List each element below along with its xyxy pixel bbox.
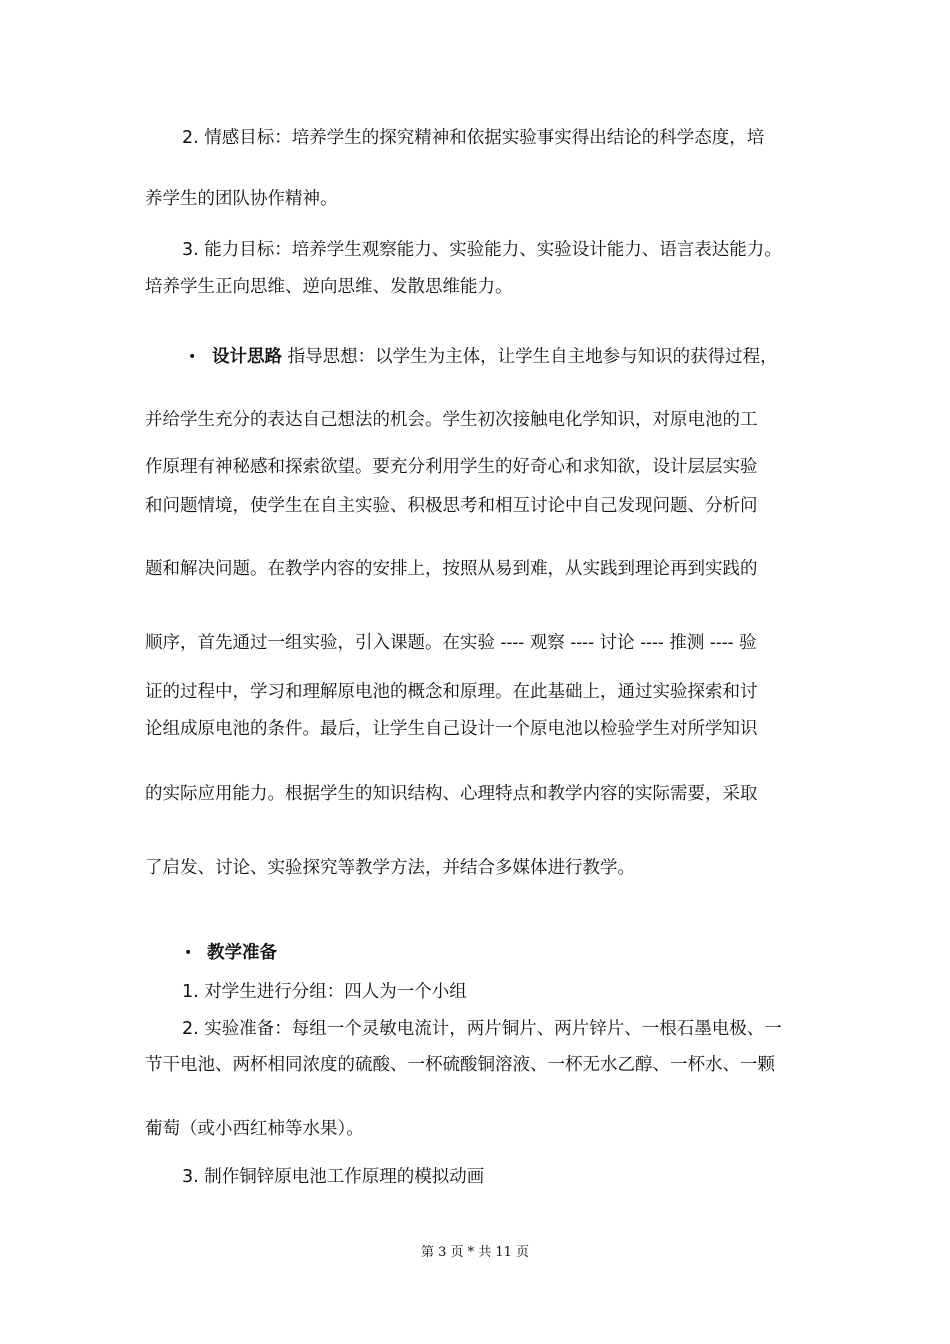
prep-item2-line1 <box>182 1017 782 1041</box>
design-line-3: 和问题情境，使学生在自主实验、积极思考和相互讨论中自己发现问题、分析问 <box>145 496 758 516</box>
design-line-6: 证的过程中，学习和理解原电池的概念和原理。在此基础上，通过实验探索和讨 <box>145 682 758 702</box>
prep-item1-text: 对学生进行分组：四人为一个小组 <box>204 982 467 1002</box>
goal-ability-number: 3. <box>182 240 199 260</box>
design-text-0: 指导思想：以学生为主体，让学生自主地参与知识的获得过程， <box>287 347 778 367</box>
goal-ability-text: 能力目标：培养学生观察能力、实验能力、实验设计能力、语言表达能力。 <box>204 240 782 260</box>
prep-item3 <box>182 1165 484 1189</box>
goal-emotional-text: 情感目标：培养学生的探究精神和依据实验事实得出结论的科学态度，培 <box>204 128 765 148</box>
prep-item1-number: 1. <box>182 982 199 1002</box>
design-line-7: 论组成原电池的条件。最后，让学生自己设计一个原电池以检验学生对所学知识 <box>145 719 758 739</box>
prep-bullet: • <box>184 945 193 961</box>
design-line-5: 顺序，首先通过一组实验，引入课题。在实验 ---- 观察 ---- 讨论 ---- 推测 ---- 验 <box>145 633 757 653</box>
prep-item2-line3: 葡萄（或小西红柿等水果）。 <box>145 1119 364 1139</box>
design-line-1: 并给学生充分的表达自己想法的机会。学生初次接触电化学知识，对原电池的工 <box>145 410 758 430</box>
goal-emotional-line2: 养学生的团队协作精神。 <box>145 189 338 209</box>
page-footer: 第 3 页 * 共 11 页 <box>420 1245 530 1260</box>
design-bullet: • <box>188 349 197 365</box>
design-line-8: 的实际应用能力。根据学生的知识结构、心理特点和教学内容的实际需要，采取 <box>145 784 758 804</box>
prep-item3-number: 3. <box>182 1167 199 1187</box>
goal-emotional-number: 2. <box>182 128 199 148</box>
design-line-4: 题和解决问题。在教学内容的安排上，按照从易到难，从实践到理论再到实践的 <box>145 559 758 579</box>
design-line-0 <box>212 345 778 369</box>
prep-heading: 教学准备 <box>207 943 277 963</box>
design-line-9: 了启发、讨论、实验探究等教学方法，并结合多媒体进行教学。 <box>145 858 635 878</box>
prep-item3-text: 制作铜锌原电池工作原理的模拟动画 <box>204 1167 485 1187</box>
design-line-2: 作原理有神秘感和探索欲望。要充分利用学生的好奇心和求知欲，设计层层实验 <box>145 457 758 477</box>
prep-item1 <box>182 980 467 1004</box>
prep-item2-text: 实验准备：每组一个灵敏电流计，两片铜片、两片锌片、一根石墨电极、一 <box>204 1019 782 1039</box>
design-heading: 设计思路 <box>212 347 282 367</box>
goal-emotional-line1 <box>182 126 764 150</box>
goal-ability-line1 <box>182 238 782 262</box>
prep-item2-number: 2. <box>182 1019 199 1039</box>
goal-ability-line2: 培养学生正向思维、逆向思维、发散思维能力。 <box>145 277 513 297</box>
prep-item2-line2: 节干电池、两杯相同浓度的硫酸、一杯硫酸铜溶液、一杯无水乙醇、一杯水、一颗 <box>145 1055 775 1075</box>
